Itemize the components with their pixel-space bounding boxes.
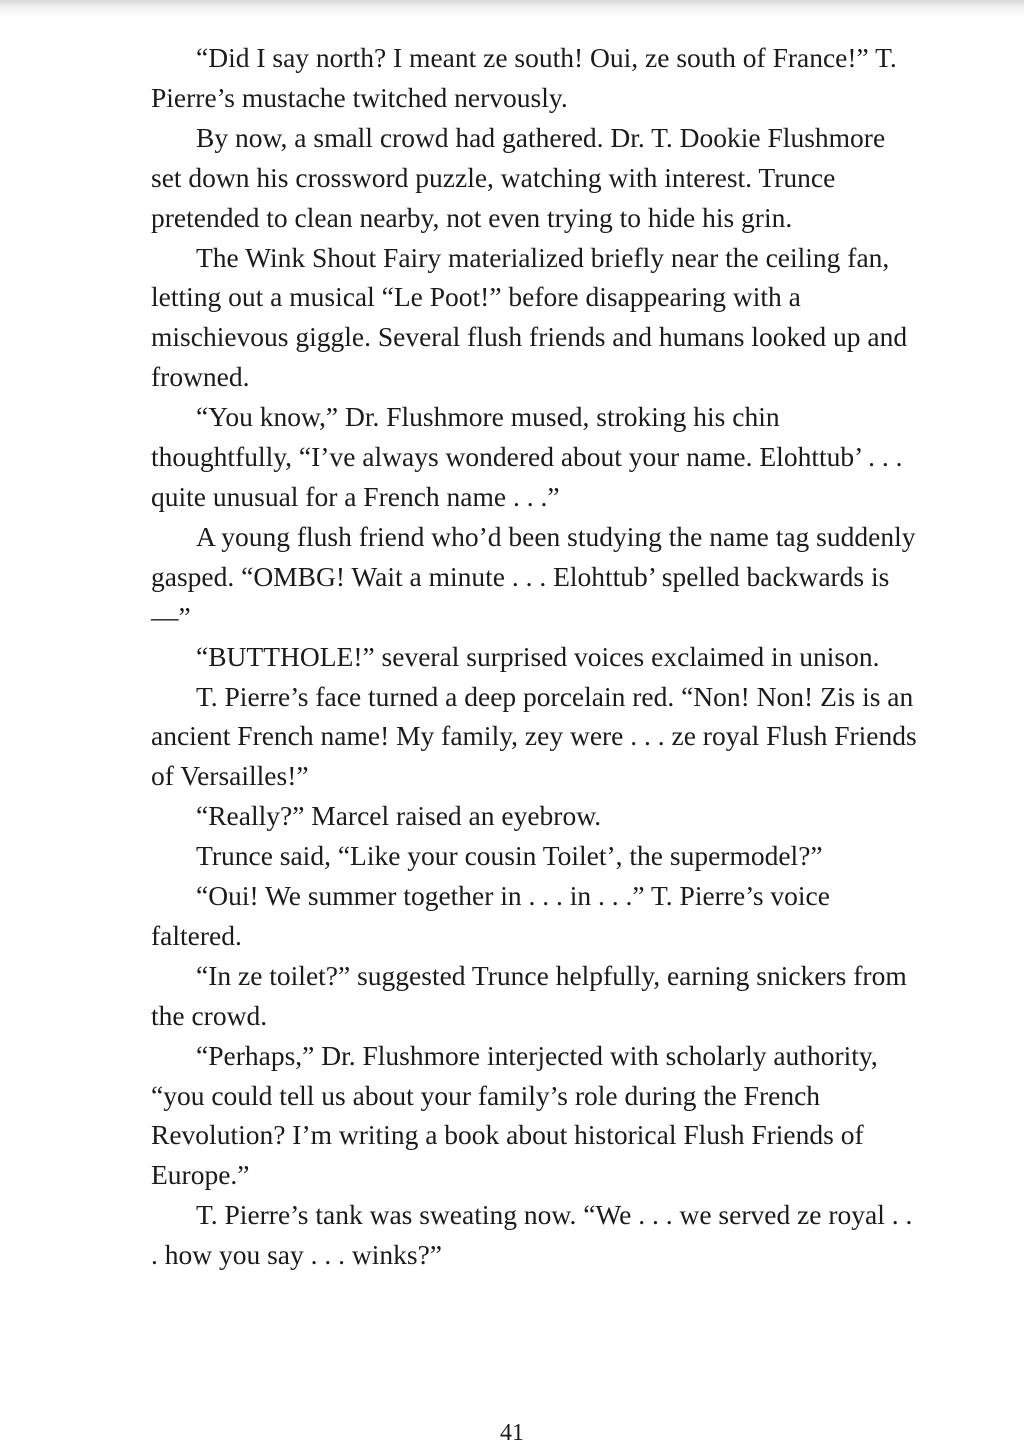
paragraph: Trunce said, “Like your cousin Toilet’, the supermodel?” — [196, 840, 823, 872]
paragraph: “In ze toilet?” suggested Trunce helpfully, earning snickers from the crowd. — [151, 959, 907, 1031]
paragraph: “You know,” Dr. Flushmore mused, stroking his chin thoughtfully, “I’ve always wondered about your name. Elohttub’ . . . quite unusual for a French name . . .” — [151, 401, 903, 512]
paragraph: By now, a small crowd had gathered. Dr. T. Dookie Flushmore set down his crossword puzzle, watching with interest. Trunce pretended to clean nearby, not even trying to hide his grin. — [151, 121, 886, 233]
body-text — [151, 38, 917, 1275]
paragraph: “BUTTHOLE!” several surprised voices exclaimed in unison. — [196, 640, 880, 672]
paragraph: T. Pierre’s tank was sweating now. “We . . . we served ze royal . . . how you say . . . winks?” — [151, 1199, 913, 1271]
paragraph: A young flush friend who’d been studying the name tag suddenly gasped. “OMBG! Wait a minute . . . Elohttub’ spelled backwards is—” — [151, 520, 916, 632]
paragraph: “Oui! We summer together in . . . in . . .” T. Pierre’s voice faltered. — [151, 880, 830, 951]
paragraph: T. Pierre’s face turned a deep porcelain red. “Non! Non! Zis is an ancient French name! My family, zey were . . . ze royal Flush Friends of Versailles!” — [151, 680, 917, 792]
paragraph: The Wink Shout Fairy materialized briefly near the ceiling fan, letting out a musical “Le Poot!” before disappearing with a mischievous giggle. Several flush friends and humans looked up and frowned. — [151, 241, 908, 393]
paragraph: “Perhaps,” Dr. Flushmore interjected with scholarly authority, “you could tell us about your family’s role during the French Revolution? I’m writing a book about historical Flush Friends of Europe.” — [151, 1039, 878, 1191]
paragraph: “Really?” Marcel raised an eyebrow. — [196, 800, 602, 832]
paragraph: “Did I say north? I meant ze south! Oui, ze south of France!” T. Pierre’s mustache twitched nervously. — [151, 42, 897, 113]
previous-page-shadow — [0, 0, 1024, 18]
page-number: 41 — [500, 1420, 524, 1446]
